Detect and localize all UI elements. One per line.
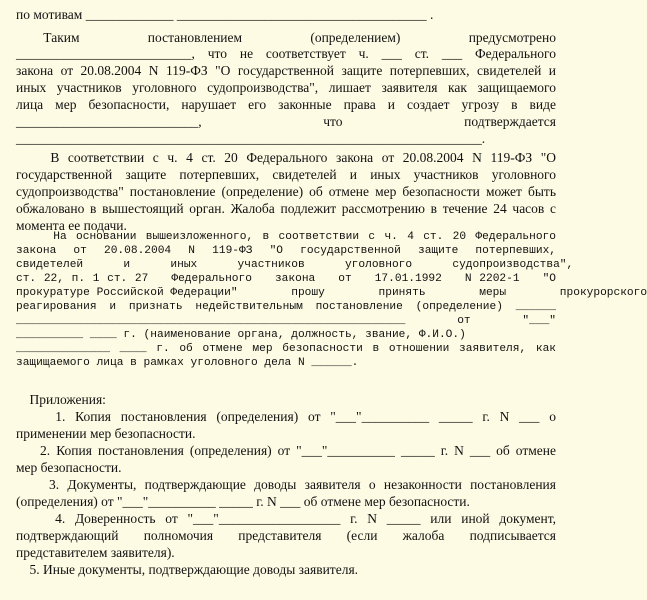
request-line-7: __________________________________________________________ от "___" xyxy=(16,315,556,327)
decision-line-6: ___________________________, что подтверждается xyxy=(16,114,556,129)
attachment-4-line-3: представителем заявителя). xyxy=(16,545,175,560)
appeal-line-4: обжаловано в вышестоящий орган. Жалоба подлежит рассмотрению в течение 24 часов с xyxy=(16,201,556,216)
appeal-line-1: В соответствии с ч. 4 ст. 20 Федерального закона от 20.08.2004 N 119-ФЗ "О xyxy=(16,150,556,165)
decision-line-1: Таким постановлением (определением) предусмотрено xyxy=(16,30,556,45)
appeal-line-5: момента ее подачи. xyxy=(16,218,127,233)
decision-line-7: _____________________________________________________________________. xyxy=(16,131,486,146)
appeal-line-2: государственной защите потерпевших, свидетелей и иных участников уголовного xyxy=(16,167,556,182)
attachment-2-line-2: мер безопасности. xyxy=(16,460,122,475)
attachment-3-line-1: 3. Документы, подтверждающие доводы заявителя о незаконности постановления xyxy=(16,477,556,492)
attachment-4-line-1: 4. Доверенность от "___"__________________ г. N _____ или иной документ, xyxy=(16,511,556,526)
attachment-1-line-2: применении мер безопасности. xyxy=(16,426,196,441)
request-line-10: защищаемого лица в рамках уголовного дела N ______. xyxy=(16,357,359,369)
request-line-4: ст. 22, п. 1 ст. 27 Федерального закона от 17.01.1992 N 2202-1 "О xyxy=(16,273,556,285)
attachment-2-line-1: 2. Копия постановления (определения) от "___"__________ _____ г. N ___ об отмене xyxy=(16,443,556,458)
motive-line: по мотивам _____________ _____________________________________ . xyxy=(16,7,434,22)
attachments-heading: Приложения: xyxy=(16,392,106,407)
decision-line-2: __________________________, что не соответствует ч. ___ ст. ___ Федерального xyxy=(16,46,556,61)
request-line-6: реагирования и признать недействительным постановление (определение) ______ xyxy=(16,301,556,313)
request-line-9: ______________ ____ г. об отмене мер безопасности в отношении заявителя, как xyxy=(16,343,556,355)
attachment-4-line-2: подтверждающий полномочия представителя (если жалоба подписывается xyxy=(16,528,556,543)
decision-line-3: закона от 20.08.2004 N 119-ФЗ "О государственной защите потерпевших, свидетелей и xyxy=(16,63,556,78)
decision-line-5: лица мер безопасности, нарушает его законные права и создает угрозу в виде xyxy=(16,97,556,112)
attachment-1-line-1: 1. Копия постановления (определения) от "___"__________ _____ г. N ___ о xyxy=(16,409,556,424)
decision-line-4: иных участников уголовного судопроизводства", лишает заявителя как защищаемого xyxy=(16,80,556,95)
request-line-1: На основании вышеизложенного, в соответствии с ч. 4 ст. 20 Федерального xyxy=(16,231,556,243)
request-line-2: закона от 20.08.2004 N 119-ФЗ "О государственной защите потерпевших, xyxy=(16,245,556,257)
attachment-3-line-2: (определения) от "___"__________ _____ г. N ___ об отмене мер безопасности. xyxy=(16,494,470,509)
appeal-line-3: судопроизводства" постановление (определение) об отмене мер безопасности может быть xyxy=(16,184,556,199)
request-line-3: свидетелей и иных участников уголовного судопроизводства", xyxy=(16,259,574,271)
request-line-8: __________ ____ г. (наименование органа, должность, звание, Ф.И.О.) xyxy=(16,329,466,341)
request-line-5: прокуратуре Российской Федерации" прошу принять меры прокурорского xyxy=(16,287,647,299)
attachment-5-line-1: 5. Иные документы, подтверждающие доводы заявителя. xyxy=(16,562,359,577)
